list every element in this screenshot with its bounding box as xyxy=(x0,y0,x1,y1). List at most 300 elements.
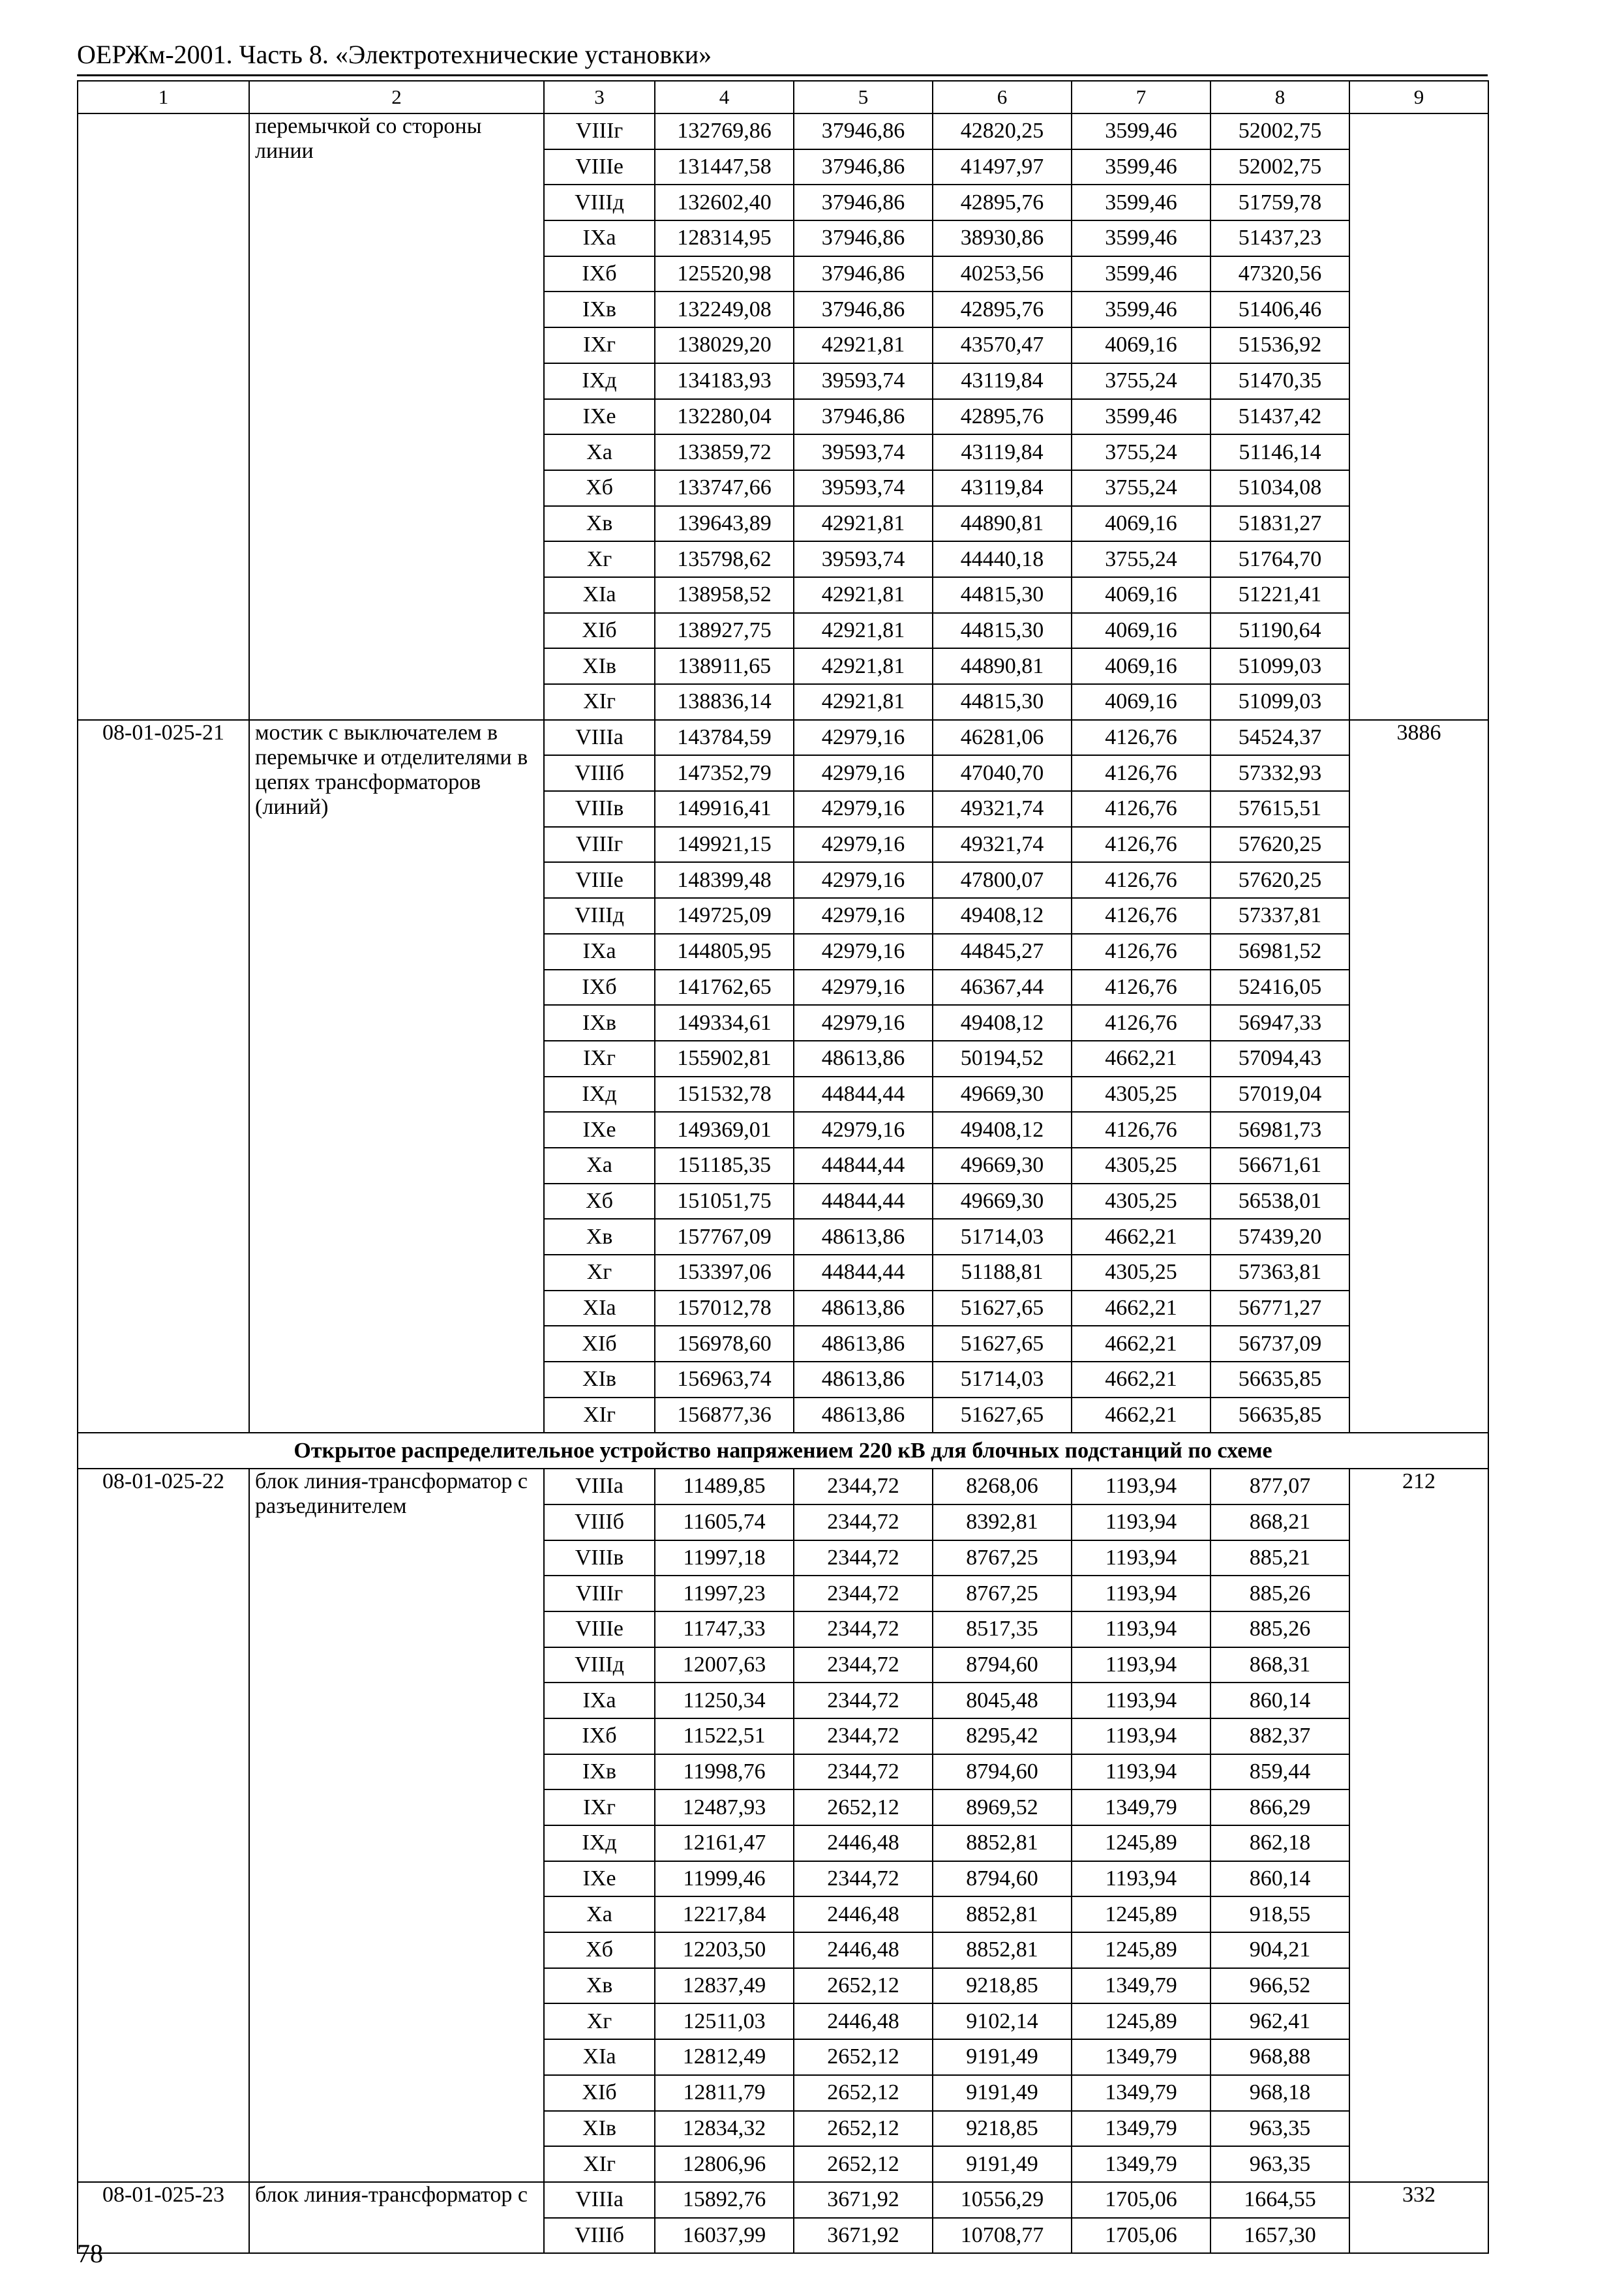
zone-variant: XIг xyxy=(544,684,655,720)
zone-variant: Xб xyxy=(544,1184,655,1219)
zone-variant: IXг xyxy=(544,1041,655,1077)
value-cell: 139643,89 xyxy=(655,506,794,542)
value-cell: 57332,93 xyxy=(1210,755,1349,791)
value-cell: 51099,03 xyxy=(1210,648,1349,684)
value-cell: 46281,06 xyxy=(933,720,1072,756)
zone-variant: IXб xyxy=(544,1718,655,1754)
value-cell: 968,18 xyxy=(1210,2075,1349,2111)
zone-variant: Xг xyxy=(544,541,655,577)
value-cell: 3755,24 xyxy=(1072,434,1210,470)
resource-code: 08-01-025-22 xyxy=(78,1469,249,2182)
value-cell: 47320,56 xyxy=(1210,256,1349,292)
value-cell: 132280,04 xyxy=(655,399,794,435)
value-cell: 4662,21 xyxy=(1072,1326,1210,1362)
value-cell: 1193,94 xyxy=(1072,1540,1210,1576)
value-cell: 3671,92 xyxy=(794,2182,933,2218)
value-cell: 51831,27 xyxy=(1210,506,1349,542)
zone-variant: VIIIб xyxy=(544,755,655,791)
value-cell: 2344,72 xyxy=(794,1611,933,1647)
value-cell: 1349,79 xyxy=(1072,1968,1210,2004)
value-cell: 1193,94 xyxy=(1072,1469,1210,1504)
table-row xyxy=(78,2182,1488,2218)
value-cell: 12811,79 xyxy=(655,2075,794,2111)
value-cell: 149921,15 xyxy=(655,827,794,863)
value-cell: 3755,24 xyxy=(1072,363,1210,399)
value-cell: 39593,74 xyxy=(794,434,933,470)
column-number: 4 xyxy=(655,81,794,113)
value-cell: 12007,63 xyxy=(655,1647,794,1683)
value-cell: 2344,72 xyxy=(794,1861,933,1897)
value-cell: 1349,79 xyxy=(1072,2075,1210,2111)
value-cell: 11999,46 xyxy=(655,1861,794,1897)
value-cell: 141762,65 xyxy=(655,970,794,1006)
value-cell: 42921,81 xyxy=(794,684,933,720)
value-cell: 57094,43 xyxy=(1210,1041,1349,1077)
value-cell: 147352,79 xyxy=(655,755,794,791)
value-cell: 44844,44 xyxy=(794,1148,933,1184)
value-cell: 37946,86 xyxy=(794,220,933,256)
value-cell: 138927,75 xyxy=(655,613,794,649)
value-cell: 149916,41 xyxy=(655,791,794,827)
value-cell: 904,21 xyxy=(1210,1932,1349,1968)
zone-variant: IXб xyxy=(544,970,655,1006)
value-cell: 135798,62 xyxy=(655,541,794,577)
value-cell: 1245,89 xyxy=(1072,1825,1210,1861)
value-cell: 9191,49 xyxy=(933,2146,1072,2182)
value-cell: 49321,74 xyxy=(933,791,1072,827)
value-cell: 966,52 xyxy=(1210,1968,1349,2004)
value-cell: 9218,85 xyxy=(933,2111,1072,2147)
value-cell: 42921,81 xyxy=(794,577,933,613)
zone-variant: VIIIе xyxy=(544,149,655,185)
value-cell: 11997,18 xyxy=(655,1540,794,1576)
value-cell: 48613,86 xyxy=(794,1326,933,1362)
value-cell: 56981,52 xyxy=(1210,934,1349,970)
value-cell: 8767,25 xyxy=(933,1576,1072,1611)
zone-variant: VIIIг xyxy=(544,113,655,149)
value-cell: 10556,29 xyxy=(933,2182,1072,2218)
zone-variant: VIIIа xyxy=(544,720,655,756)
column-number: 9 xyxy=(1349,81,1488,113)
value-cell: 57337,81 xyxy=(1210,898,1349,934)
value-cell: 48613,86 xyxy=(794,1041,933,1077)
value-cell: 11747,33 xyxy=(655,1611,794,1647)
value-cell: 3599,46 xyxy=(1072,149,1210,185)
value-cell: 8517,35 xyxy=(933,1611,1072,1647)
value-cell: 42979,16 xyxy=(794,1112,933,1148)
value-cell: 860,14 xyxy=(1210,1861,1349,1897)
value-cell: 51406,46 xyxy=(1210,292,1349,327)
zone-variant: Xв xyxy=(544,1219,655,1255)
value-cell: 44844,44 xyxy=(794,1255,933,1291)
value-cell: 57615,51 xyxy=(1210,791,1349,827)
value-cell: 42979,16 xyxy=(794,970,933,1006)
value-cell: 2344,72 xyxy=(794,1754,933,1790)
value-cell: 1193,94 xyxy=(1072,1611,1210,1647)
value-cell: 49321,74 xyxy=(933,827,1072,863)
zone-variant: Xв xyxy=(544,1968,655,2004)
value-cell: 4662,21 xyxy=(1072,1362,1210,1398)
page-header xyxy=(77,38,1488,76)
value-cell: 43119,84 xyxy=(933,363,1072,399)
value-cell: 4662,21 xyxy=(1072,1219,1210,1255)
column-number: 6 xyxy=(933,81,1072,113)
value-cell: 39593,74 xyxy=(794,541,933,577)
value-cell: 37946,86 xyxy=(794,113,933,149)
col9-value xyxy=(1349,113,1488,720)
value-cell: 1193,94 xyxy=(1072,1718,1210,1754)
value-cell: 963,35 xyxy=(1210,2111,1349,2147)
value-cell: 56947,33 xyxy=(1210,1005,1349,1041)
value-cell: 11250,34 xyxy=(655,1683,794,1718)
value-cell: 151185,35 xyxy=(655,1148,794,1184)
resource-code xyxy=(78,113,249,720)
value-cell: 51714,03 xyxy=(933,1362,1072,1398)
value-cell: 138958,52 xyxy=(655,577,794,613)
value-cell: 44844,44 xyxy=(794,1184,933,1219)
zone-variant: VIIIа xyxy=(544,1469,655,1504)
zone-variant: VIIIе xyxy=(544,862,655,898)
zone-variant: XIб xyxy=(544,2075,655,2111)
value-cell: 2652,12 xyxy=(794,2111,933,2147)
value-cell: 51437,23 xyxy=(1210,220,1349,256)
value-cell: 56671,61 xyxy=(1210,1148,1349,1184)
value-cell: 10708,77 xyxy=(933,2218,1072,2254)
value-cell: 51627,65 xyxy=(933,1326,1072,1362)
value-cell: 885,21 xyxy=(1210,1540,1349,1576)
zone-variant: Xб xyxy=(544,470,655,506)
value-cell: 156963,74 xyxy=(655,1362,794,1398)
value-cell: 133747,66 xyxy=(655,470,794,506)
value-cell: 2652,12 xyxy=(794,1789,933,1825)
value-cell: 51764,70 xyxy=(1210,541,1349,577)
value-cell: 1664,55 xyxy=(1210,2182,1349,2218)
value-cell: 56635,85 xyxy=(1210,1398,1349,1433)
zone-variant: IXг xyxy=(544,327,655,363)
value-cell: 51470,35 xyxy=(1210,363,1349,399)
value-cell: 148399,48 xyxy=(655,862,794,898)
value-cell: 48613,86 xyxy=(794,1398,933,1433)
value-cell: 4305,25 xyxy=(1072,1148,1210,1184)
value-cell: 2446,48 xyxy=(794,1932,933,1968)
value-cell: 2652,12 xyxy=(794,1968,933,2004)
value-cell: 132249,08 xyxy=(655,292,794,327)
value-cell: 877,07 xyxy=(1210,1469,1349,1504)
value-cell: 43119,84 xyxy=(933,470,1072,506)
value-cell: 8045,48 xyxy=(933,1683,1072,1718)
zone-variant: XIв xyxy=(544,1362,655,1398)
value-cell: 3599,46 xyxy=(1072,113,1210,149)
value-cell: 46367,44 xyxy=(933,970,1072,1006)
value-cell: 3755,24 xyxy=(1072,470,1210,506)
value-cell: 2446,48 xyxy=(794,1896,933,1932)
value-cell: 37946,86 xyxy=(794,256,933,292)
value-cell: 128314,95 xyxy=(655,220,794,256)
value-cell: 4126,76 xyxy=(1072,791,1210,827)
value-cell: 868,31 xyxy=(1210,1647,1349,1683)
value-cell: 151532,78 xyxy=(655,1077,794,1113)
value-cell: 12161,47 xyxy=(655,1825,794,1861)
value-cell: 44815,30 xyxy=(933,613,1072,649)
value-cell: 4069,16 xyxy=(1072,613,1210,649)
value-cell: 9218,85 xyxy=(933,1968,1072,2004)
value-cell: 42921,81 xyxy=(794,327,933,363)
value-cell: 11997,23 xyxy=(655,1576,794,1611)
value-cell: 4662,21 xyxy=(1072,1291,1210,1326)
value-cell: 57439,20 xyxy=(1210,1219,1349,1255)
value-cell: 153397,06 xyxy=(655,1255,794,1291)
zone-variant: VIIIа xyxy=(544,2182,655,2218)
zone-variant: VIIIг xyxy=(544,827,655,863)
value-cell: 2652,12 xyxy=(794,2039,933,2075)
zone-variant: VIIIд xyxy=(544,898,655,934)
value-cell: 9102,14 xyxy=(933,2003,1072,2039)
zone-variant: Xв xyxy=(544,506,655,542)
value-cell: 48613,86 xyxy=(794,1362,933,1398)
value-cell: 44890,81 xyxy=(933,648,1072,684)
value-cell: 12203,50 xyxy=(655,1932,794,1968)
zone-variant: XIг xyxy=(544,1398,655,1433)
value-cell: 2344,72 xyxy=(794,1504,933,1540)
value-cell: 1193,94 xyxy=(1072,1754,1210,1790)
value-cell: 8295,42 xyxy=(933,1718,1072,1754)
value-cell: 149369,01 xyxy=(655,1112,794,1148)
value-cell: 56981,73 xyxy=(1210,1112,1349,1148)
value-cell: 42895,76 xyxy=(933,399,1072,435)
value-cell: 4305,25 xyxy=(1072,1255,1210,1291)
value-cell: 1245,89 xyxy=(1072,1932,1210,1968)
value-cell: 11522,51 xyxy=(655,1718,794,1754)
zone-variant: XIг xyxy=(544,2146,655,2182)
value-cell: 143784,59 xyxy=(655,720,794,756)
value-cell: 12806,96 xyxy=(655,2146,794,2182)
zone-variant: Xа xyxy=(544,1896,655,1932)
header-divider xyxy=(77,74,1488,76)
value-cell: 4126,76 xyxy=(1072,755,1210,791)
value-cell: 1349,79 xyxy=(1072,2146,1210,2182)
value-cell: 9191,49 xyxy=(933,2075,1072,2111)
value-cell: 44890,81 xyxy=(933,506,1072,542)
col9-value: 3886 xyxy=(1349,720,1488,1433)
value-cell: 49408,12 xyxy=(933,898,1072,934)
zone-variant: IXд xyxy=(544,1077,655,1113)
value-cell: 860,14 xyxy=(1210,1683,1349,1718)
value-cell: 42979,16 xyxy=(794,720,933,756)
value-cell: 51714,03 xyxy=(933,1219,1072,1255)
value-cell: 1349,79 xyxy=(1072,1789,1210,1825)
value-cell: 2344,72 xyxy=(794,1683,933,1718)
column-number: 5 xyxy=(794,81,933,113)
value-cell: 156877,36 xyxy=(655,1398,794,1433)
value-cell: 133859,72 xyxy=(655,434,794,470)
value-cell: 4069,16 xyxy=(1072,506,1210,542)
value-cell: 49669,30 xyxy=(933,1148,1072,1184)
column-number: 2 xyxy=(249,81,544,113)
value-cell: 3671,92 xyxy=(794,2218,933,2254)
value-cell: 157012,78 xyxy=(655,1291,794,1326)
value-cell: 49408,12 xyxy=(933,1112,1072,1148)
value-cell: 42979,16 xyxy=(794,862,933,898)
value-cell: 56737,09 xyxy=(1210,1326,1349,1362)
value-cell: 8794,60 xyxy=(933,1754,1072,1790)
zone-variant: Xа xyxy=(544,1148,655,1184)
work-description: перемычкой со стороны линии xyxy=(249,113,544,720)
value-cell: 42979,16 xyxy=(794,1005,933,1041)
value-cell: 149334,61 xyxy=(655,1005,794,1041)
value-cell: 885,26 xyxy=(1210,1576,1349,1611)
value-cell: 3599,46 xyxy=(1072,185,1210,220)
zone-variant: XIа xyxy=(544,577,655,613)
value-cell: 47040,70 xyxy=(933,755,1072,791)
zone-variant: XIб xyxy=(544,1326,655,1362)
value-cell: 52002,75 xyxy=(1210,113,1349,149)
zone-variant: IXа xyxy=(544,934,655,970)
value-cell: 42979,16 xyxy=(794,827,933,863)
value-cell: 49669,30 xyxy=(933,1077,1072,1113)
value-cell: 968,88 xyxy=(1210,2039,1349,2075)
value-cell: 12487,93 xyxy=(655,1789,794,1825)
value-cell: 43570,47 xyxy=(933,327,1072,363)
zone-variant: IXв xyxy=(544,1754,655,1790)
value-cell: 37946,86 xyxy=(794,292,933,327)
value-cell: 1193,94 xyxy=(1072,1647,1210,1683)
resource-code: 08-01-025-23 xyxy=(78,2182,249,2253)
value-cell: 134183,93 xyxy=(655,363,794,399)
price-table xyxy=(77,80,1489,2254)
value-cell: 57620,25 xyxy=(1210,827,1349,863)
value-cell: 42979,16 xyxy=(794,898,933,934)
zone-variant: Xа xyxy=(544,434,655,470)
value-cell: 2652,12 xyxy=(794,2075,933,2111)
value-cell: 4126,76 xyxy=(1072,1112,1210,1148)
col9-value: 212 xyxy=(1349,1469,1488,2182)
value-cell: 51221,41 xyxy=(1210,577,1349,613)
table-row xyxy=(78,113,1488,149)
zone-variant: IXе xyxy=(544,1112,655,1148)
resource-code: 08-01-025-21 xyxy=(78,720,249,1433)
value-cell: 866,29 xyxy=(1210,1789,1349,1825)
value-cell: 51146,14 xyxy=(1210,434,1349,470)
value-cell: 1349,79 xyxy=(1072,2111,1210,2147)
value-cell: 44815,30 xyxy=(933,577,1072,613)
value-cell: 42921,81 xyxy=(794,648,933,684)
value-cell: 4069,16 xyxy=(1072,327,1210,363)
value-cell: 4069,16 xyxy=(1072,648,1210,684)
value-cell: 4305,25 xyxy=(1072,1077,1210,1113)
zone-variant: VIIIг xyxy=(544,1576,655,1611)
value-cell: 1245,89 xyxy=(1072,1896,1210,1932)
value-cell: 51759,78 xyxy=(1210,185,1349,220)
value-cell: 149725,09 xyxy=(655,898,794,934)
value-cell: 859,44 xyxy=(1210,1754,1349,1790)
value-cell: 12812,49 xyxy=(655,2039,794,2075)
value-cell: 8852,81 xyxy=(933,1932,1072,1968)
value-cell: 51099,03 xyxy=(1210,684,1349,720)
value-cell: 2344,72 xyxy=(794,1576,933,1611)
zone-variant: XIв xyxy=(544,648,655,684)
value-cell: 51627,65 xyxy=(933,1398,1072,1433)
value-cell: 3599,46 xyxy=(1072,399,1210,435)
value-cell: 1657,30 xyxy=(1210,2218,1349,2254)
zone-variant: IXд xyxy=(544,363,655,399)
col9-value: 332 xyxy=(1349,2182,1488,2253)
value-cell: 4662,21 xyxy=(1072,1041,1210,1077)
work-description: мостик с выключателем в перемычке и отделителями в цепях трансформаторов (линий) xyxy=(249,720,544,1433)
value-cell: 51190,64 xyxy=(1210,613,1349,649)
value-cell: 3599,46 xyxy=(1072,256,1210,292)
value-cell: 49669,30 xyxy=(933,1184,1072,1219)
value-cell: 56538,01 xyxy=(1210,1184,1349,1219)
value-cell: 11998,76 xyxy=(655,1754,794,1790)
value-cell: 4126,76 xyxy=(1072,720,1210,756)
value-cell: 4126,76 xyxy=(1072,898,1210,934)
value-cell: 47800,07 xyxy=(933,862,1072,898)
zone-variant: XIа xyxy=(544,1291,655,1326)
value-cell: 125520,98 xyxy=(655,256,794,292)
zone-variant: IXг xyxy=(544,1789,655,1825)
value-cell: 49408,12 xyxy=(933,1005,1072,1041)
zone-variant: XIа xyxy=(544,2039,655,2075)
value-cell: 2344,72 xyxy=(794,1469,933,1504)
value-cell: 42979,16 xyxy=(794,791,933,827)
table-body xyxy=(78,81,1488,2253)
value-cell: 12837,49 xyxy=(655,1968,794,2004)
zone-variant: IXв xyxy=(544,292,655,327)
value-cell: 138836,14 xyxy=(655,684,794,720)
value-cell: 8794,60 xyxy=(933,1647,1072,1683)
value-cell: 962,41 xyxy=(1210,2003,1349,2039)
zone-variant: VIIIв xyxy=(544,791,655,827)
zone-variant: VIIIе xyxy=(544,1611,655,1647)
value-cell: 39593,74 xyxy=(794,363,933,399)
value-cell: 131447,58 xyxy=(655,149,794,185)
value-cell: 8268,06 xyxy=(933,1469,1072,1504)
value-cell: 132769,86 xyxy=(655,113,794,149)
value-cell: 1193,94 xyxy=(1072,1683,1210,1718)
value-cell: 138911,65 xyxy=(655,648,794,684)
value-cell: 16037,99 xyxy=(655,2218,794,2254)
value-cell: 2344,72 xyxy=(794,1540,933,1576)
value-cell: 1705,06 xyxy=(1072,2182,1210,2218)
zone-variant: VIIIд xyxy=(544,1647,655,1683)
value-cell: 57620,25 xyxy=(1210,862,1349,898)
value-cell: 12511,03 xyxy=(655,2003,794,2039)
value-cell: 4126,76 xyxy=(1072,862,1210,898)
value-cell: 963,35 xyxy=(1210,2146,1349,2182)
value-cell: 39593,74 xyxy=(794,470,933,506)
value-cell: 42895,76 xyxy=(933,292,1072,327)
value-cell: 42895,76 xyxy=(933,185,1072,220)
value-cell: 8794,60 xyxy=(933,1861,1072,1897)
zone-variant: VIIIв xyxy=(544,1540,655,1576)
value-cell: 1193,94 xyxy=(1072,1504,1210,1540)
zone-variant: IXд xyxy=(544,1825,655,1861)
zone-variant: VIIIд xyxy=(544,185,655,220)
value-cell: 52416,05 xyxy=(1210,970,1349,1006)
zone-variant: IXе xyxy=(544,1861,655,1897)
value-cell: 51188,81 xyxy=(933,1255,1072,1291)
value-cell: 11489,85 xyxy=(655,1469,794,1504)
value-cell: 8392,81 xyxy=(933,1504,1072,1540)
value-cell: 8767,25 xyxy=(933,1540,1072,1576)
value-cell: 43119,84 xyxy=(933,434,1072,470)
zone-variant: Xг xyxy=(544,2003,655,2039)
value-cell: 11605,74 xyxy=(655,1504,794,1540)
column-number: 1 xyxy=(78,81,249,113)
value-cell: 37946,86 xyxy=(794,399,933,435)
value-cell: 862,18 xyxy=(1210,1825,1349,1861)
value-cell: 868,21 xyxy=(1210,1504,1349,1540)
